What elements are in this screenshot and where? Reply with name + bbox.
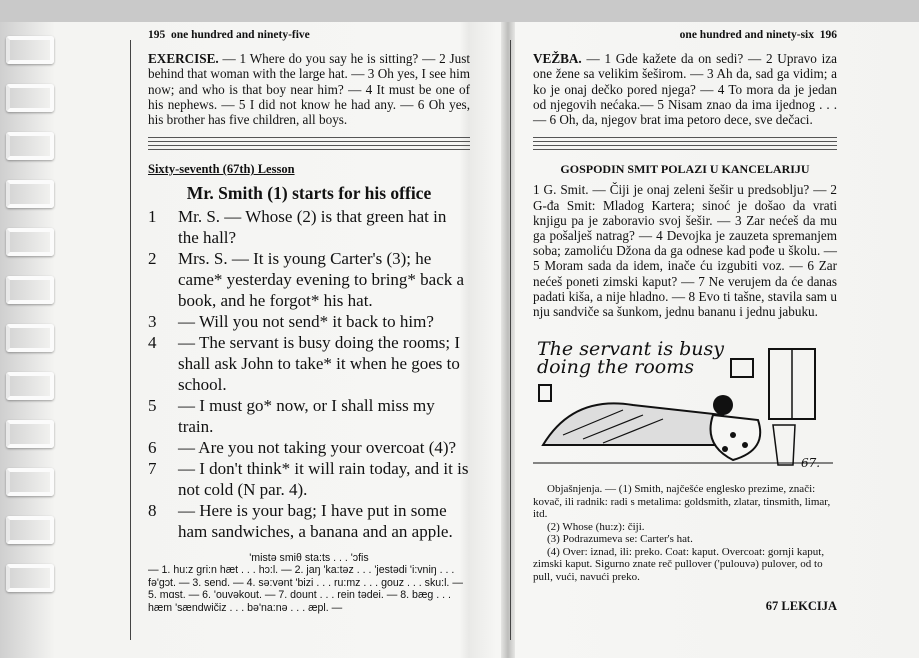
binding-ring xyxy=(6,276,54,304)
note-line: Objašnjenja. — (1) Smith, najčešće englesko prezime, znači: kovač, ili radnik: radi s metalima: goldsmith, zlatar, tinsmith, limar, itd. xyxy=(533,483,831,521)
translation-text: 1 G. Smit. — Čiji je onaj zeleni šešir u predsoblju? — 2 G-đa Smit: Mladog Kartera; sinoć je došao da vrati knjigu pa je zaboravio svoj šešir. — 3 Zar nećeš da mu ga pošalješ natrag? — 4 Devojka je zauzeta spremanjem soba; zamoliću Džona da ga odnese kad pođe u školu. — 5 Moram sada da idem, inače ću izgubiti voz. — 6 Zar nećeš poneti zimski kaput? — 7 Ne verujem da će danas padati kiša, a nije hladno. — 8 Evo ti tašne, stavila sam u nju sandviče sa šunkom, jednu bananu i jednu jabuku. xyxy=(533,182,837,320)
binding-ring xyxy=(6,516,54,544)
dialogue-line: 3 — Will you not send* it back to him? xyxy=(148,311,434,331)
note-line: (2) Whose (hu:z): čiji. xyxy=(547,520,645,533)
notes-block xyxy=(533,483,837,583)
pronunciation-lines: — 1. hu:z gri:n hæt . . . hɔ:l. — 2. jaŋ 'ka:təz . . . 'jestədi 'i:vniŋ . . . fə'gɔt. — 3. send. — 4. sə:vənt 'bizi . . . ru:mz . . . gouz . . . sku:l. — 5. mɑst. — 6. 'ouvəkout. — 7. dount . . . rein tədei. — 8. bæg . . . hæm 'sændwičiz . . . bə'na:nə . . . æpl. — xyxy=(148,564,463,614)
lesson-label: Sixty-seventh (67th) Lesson xyxy=(148,162,295,177)
pronunciation-title: 'mistə smiθ sta:ts . . . 'ɔfis xyxy=(249,551,369,564)
right-page-number-words: one hundred and ninety-six xyxy=(679,29,814,41)
right-exercise xyxy=(533,51,837,127)
lesson-footer: 67 LEKCIJA xyxy=(765,599,837,614)
left-margin-line xyxy=(130,40,131,640)
book-top-edge xyxy=(0,0,919,22)
double-rule xyxy=(148,137,470,142)
exercise-label: EXERCISE. xyxy=(148,51,219,67)
left-page-header xyxy=(148,28,470,43)
dialogue-line: 1 Mr. S. — Whose (2) is that green hat in the hall? xyxy=(148,206,447,247)
right-page-number: 196 xyxy=(819,29,837,41)
dialogue-line: 5 — I must go* now, or I shall miss my train. xyxy=(148,395,435,436)
dialogue-line: 4 — The servant is busy doing the rooms; I shall ask John to take* it when he goes to school. xyxy=(148,332,461,394)
binding-ring xyxy=(6,324,54,352)
double-rule xyxy=(533,145,837,150)
illustration-drawing xyxy=(533,335,833,475)
pronunciation-block xyxy=(148,552,470,615)
binding-ring xyxy=(6,180,54,208)
book-spine xyxy=(501,22,515,658)
left-exercise xyxy=(148,51,470,127)
left-page-number: 195 xyxy=(148,29,166,41)
binding-ring xyxy=(6,84,54,112)
binding-ring xyxy=(6,132,54,160)
double-rule xyxy=(533,137,837,142)
binding-ring xyxy=(6,372,54,400)
binding-ring xyxy=(6,420,54,448)
note-line: (4) Over: iznad, ili: preko. Coat: kaput. Overcoat: gornji kaput, zimski kaput. Sigurno znate reč pullover ('pulouvə) pulover, od to pull, vući, navući preko. xyxy=(533,545,825,583)
left-page xyxy=(148,28,470,615)
exercise-label: VEŽBA. xyxy=(533,51,582,67)
illus-caption-1: The servant is busy xyxy=(537,338,724,361)
dialogue-line: 6 — Are you not taking your overcoat (4)? xyxy=(148,437,457,457)
right-page-header xyxy=(533,28,837,43)
gutter-line xyxy=(510,40,511,640)
dialogue-line: 8 — Here is your bag; I have put in some ham sandwiches, a banana and an apple. xyxy=(148,500,453,541)
translation-title: GOSPODIN SMIT POLAZI U KANCELARIJU xyxy=(560,162,810,177)
right-page xyxy=(533,28,837,614)
dialogue xyxy=(148,206,470,542)
spiral-binding xyxy=(0,28,60,648)
binding-ring xyxy=(6,564,54,592)
binding-ring xyxy=(6,228,54,256)
binding-ring xyxy=(6,468,54,496)
dialogue-line: 7 — I don't think* it will rain today, and it is not cold (N par. 4). xyxy=(148,458,469,499)
illus-caption-2: doing the rooms xyxy=(537,356,695,379)
left-page-number-words: one hundred and ninety-five xyxy=(171,29,310,41)
lesson-title: Mr. Smith (1) starts for his office xyxy=(186,183,432,204)
exercise-text: — 1 Where do you say he is sitting? — 2 Just behind that woman with the large hat. — 3 Oh yes, I see him now; and who is that boy near him? — 4 It must be one of his nephews. — 5 I did not know he had any. — 6 Oh yes, his brother has five children, all boys. xyxy=(148,51,470,128)
exercise-text: — 1 Gde kažete da on sedi? — 2 Upravo iza one žene sa velikim šeširom. — 3 Ah da, sad ga vidim; a ko je onaj dečko pored njega? — 4 To mora da je jedan od njegovih nećaka.— 5 Nisam znao da ima ijednog . . . — 6 Oh, da, njegov brat ima petoro dece, sve dečaci. xyxy=(533,51,837,128)
servant-illustration xyxy=(533,335,833,475)
binding-ring xyxy=(6,36,54,64)
note-line: (3) Podrazumeva se: Carter's hat. xyxy=(547,533,693,546)
illus-sign: 67. xyxy=(801,456,821,471)
double-rule xyxy=(148,145,470,150)
dialogue-line: 2 Mrs. S. — It is young Carter's (3); he came* yesterday evening to bring* back a book, and he forgot* his hat. xyxy=(148,248,465,310)
